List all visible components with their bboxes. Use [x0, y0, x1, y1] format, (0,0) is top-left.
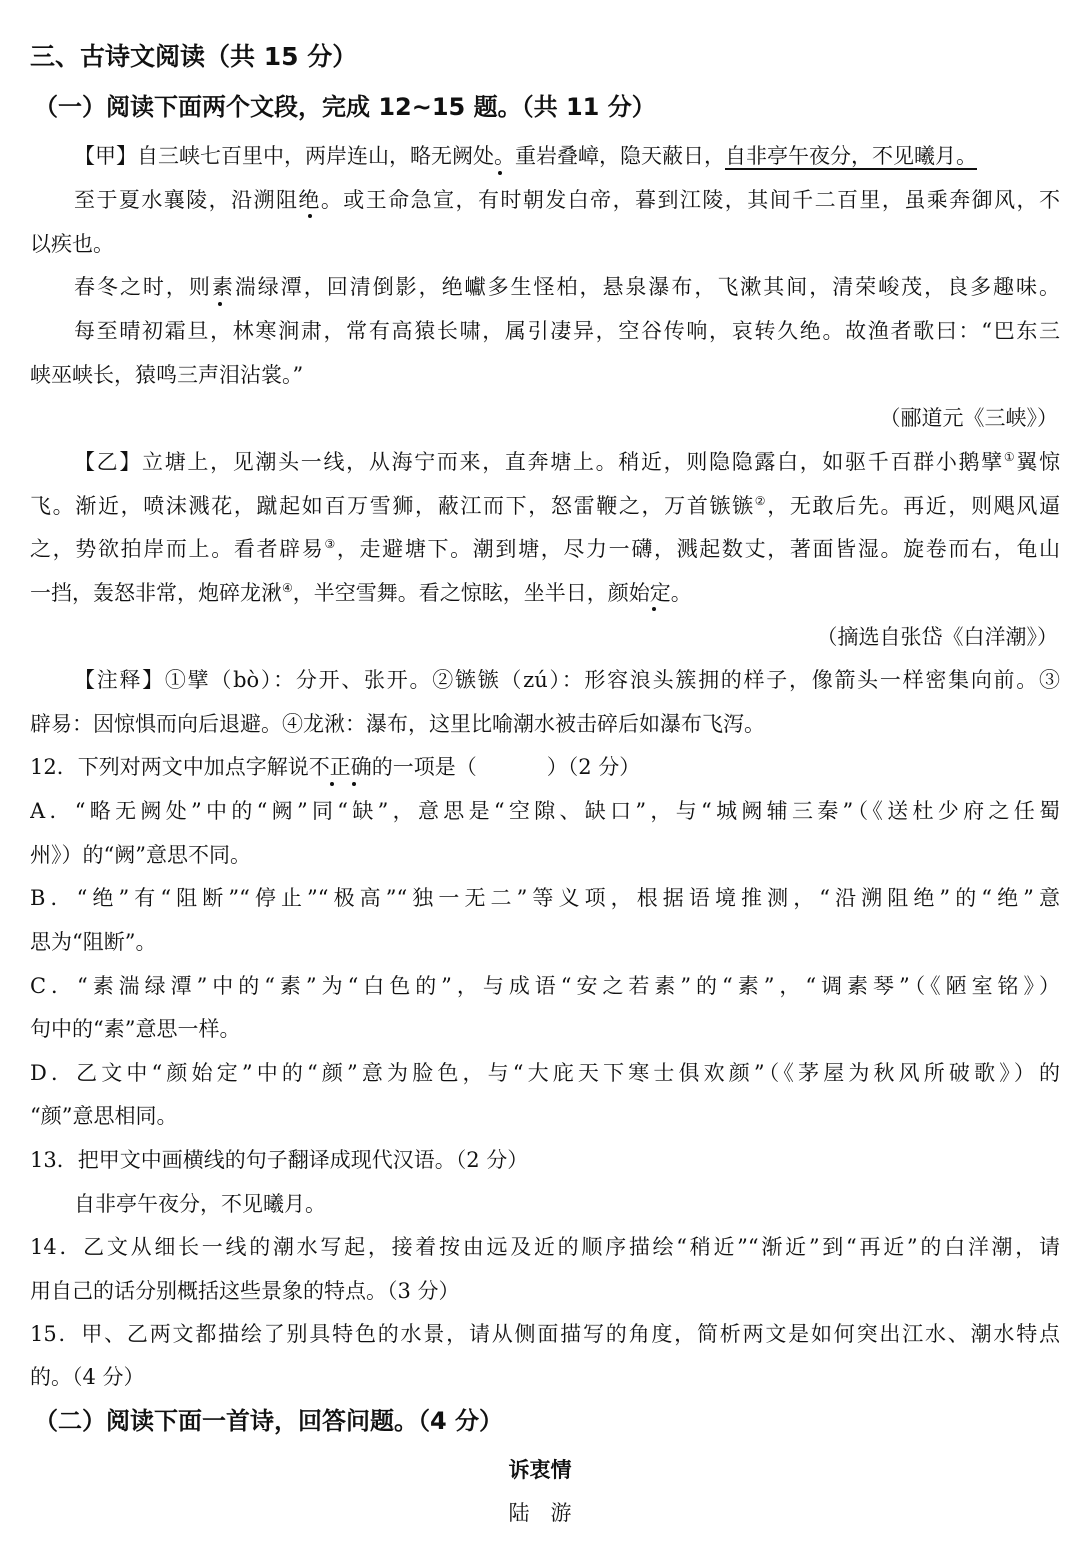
q13-stem: 13．把甲文中画横线的句子翻译成现代汉语。（2 分） [30, 1148, 529, 1172]
jia-line-5: 每至晴初霜旦，林寒涧肃，常有高猿长啸，属引凄异，空谷传响，哀转久绝。故渔者歌曰：“巴东三 [74, 319, 1060, 343]
q15-line-2: 的。（4 分） [30, 1365, 145, 1389]
underlined-sentence: 自非亭午夜分，不见曦月。 [725, 144, 977, 168]
q14-line-1: 14．乙文从细长一线的潮水写起，接着按由远及近的顺序描绘“稍近”“渐近”到“再近”的白洋潮，请 [30, 1235, 1060, 1259]
emphasis-dot [218, 302, 222, 306]
q12-option-a-1: A．“略无阙处”中的“阙”同“缺”，意思是“空隙、缺口”，与“城阙辅三秦”（《送杜少府之任蜀 [30, 799, 1060, 823]
yi-source: （摘选自张岱《白洋潮》） [816, 625, 1058, 649]
yi-line-2: 飞。渐近，喷沫溅花，蹴起如百万雪狮，蔽江而下，怒雷鞭之，万首镞镞②，无敢后先。再近，则飓风逼 [30, 494, 1060, 518]
notes-line-2: 辟易：因惊惧而向后退避。④龙湫：瀑布，这里比喻潮水被击碎后如瀑布飞泻。 [30, 712, 765, 736]
emphasis-dot [352, 782, 356, 786]
part1-heading: （一）阅读下面两个文段，完成 12~15 题。（共 11 分） [34, 93, 656, 121]
jia-line-1: 【甲】自三峡七百里中，两岸连山，略无阙处。重岩叠嶂，隐天蔽日，自非亭午夜分，不见曦月。 [74, 144, 977, 168]
q12-stem: 12．下列对两文中加点字解说不正确的一项是（ ）（2 分） [30, 755, 641, 779]
emphasis-dot [498, 171, 502, 175]
note-ref-3: ③ [324, 537, 337, 551]
q12-option-b-1: B．“绝”有“阻断”“停止”“极高”“独一无二”等义项，根据语境推测，“沿溯阻绝”的“绝”意 [30, 886, 1060, 910]
emphasis-dot [330, 782, 334, 786]
yi-line-3: 之，势欲拍岸而上。看者辟易③，走避塘下。潮到塘，尽力一礴，溅起数丈，著面皆湿。旋卷而右，龟山 [30, 537, 1060, 561]
jia-line-4: 春冬之时，则素湍绿潭，回清倒影，绝巘多生怪柏，悬泉瀑布，飞漱其间，清荣峻茂，良多趣味。 [74, 275, 1060, 299]
q12-option-a-2: 州》）的“阙”意思不同。 [30, 843, 251, 867]
emphasis-dot [652, 607, 656, 611]
yi-line-4: 一挡，轰怒非常，炮碎龙湫④，半空雪舞。看之惊眩，坐半日，颜始定。 [30, 581, 692, 605]
poem-title: 诉衷情 [508, 1458, 572, 1482]
emphasis-dot [308, 214, 312, 218]
q12-option-b-2: 思为“阻断”。 [30, 930, 157, 954]
jia-line-6: 峡巫峡长，猿鸣三声泪沾裳。” [30, 363, 304, 387]
q14-line-2: 用自己的话分别概括这些景象的特点。（3 分） [30, 1279, 460, 1303]
q13-sentence: 自非亭午夜分，不见曦月。 [74, 1192, 326, 1216]
notes-line-1: 【注释】①擘（bò）：分开、张开。②镞镞（zú）：形容浪头簇拥的样子，像箭头一样密集向前。③ [74, 668, 1060, 692]
q12-option-d-2: “颜”意思相同。 [30, 1104, 178, 1128]
q12-option-d-1: D．乙文中“颜始定”中的“颜”意为脸色，与“大庇天下寒士俱欢颜”（《茅屋为秋风所破歌》）的 [30, 1061, 1060, 1085]
jia-source: （郦道元《三峡》） [879, 406, 1058, 430]
q12-option-c-1: C．“素湍绿潭”中的“素”为“白色的”，与成语“安之若素”的“素”，“调素琴”（《陋室铭》） [30, 974, 1060, 998]
note-ref-4: ④ [282, 581, 293, 595]
note-ref-2: ② [754, 494, 768, 508]
q15-line-1: 15．甲、乙两文都描绘了别具特色的水景，请从侧面描写的角度，简析两文是如何突出江水、潮水特点 [30, 1322, 1060, 1346]
jia-line-3: 以疾也。 [30, 232, 114, 256]
section-title: 三、古诗文阅读（共 15 分） [30, 42, 358, 71]
yi-line-1: 【乙】立塘上，见潮头一线，从海宁而来，直奔塘上。稍近，则隐隐露白，如驱千百群小鹅擘①翼惊 [74, 450, 1060, 474]
note-ref-1: ① [1003, 450, 1017, 464]
part2-heading: （二）阅读下面一首诗，回答问题。（4 分） [34, 1407, 504, 1435]
poem-author: 陆 游 [508, 1501, 572, 1525]
jia-line-2: 至于夏水襄陵，沿溯阻绝。或王命急宣，有时朝发白帝，暮到江陵，其间千二百里，虽乘奔御风，不 [74, 188, 1060, 212]
q12-option-c-2: 句中的“素”意思一样。 [30, 1017, 241, 1041]
